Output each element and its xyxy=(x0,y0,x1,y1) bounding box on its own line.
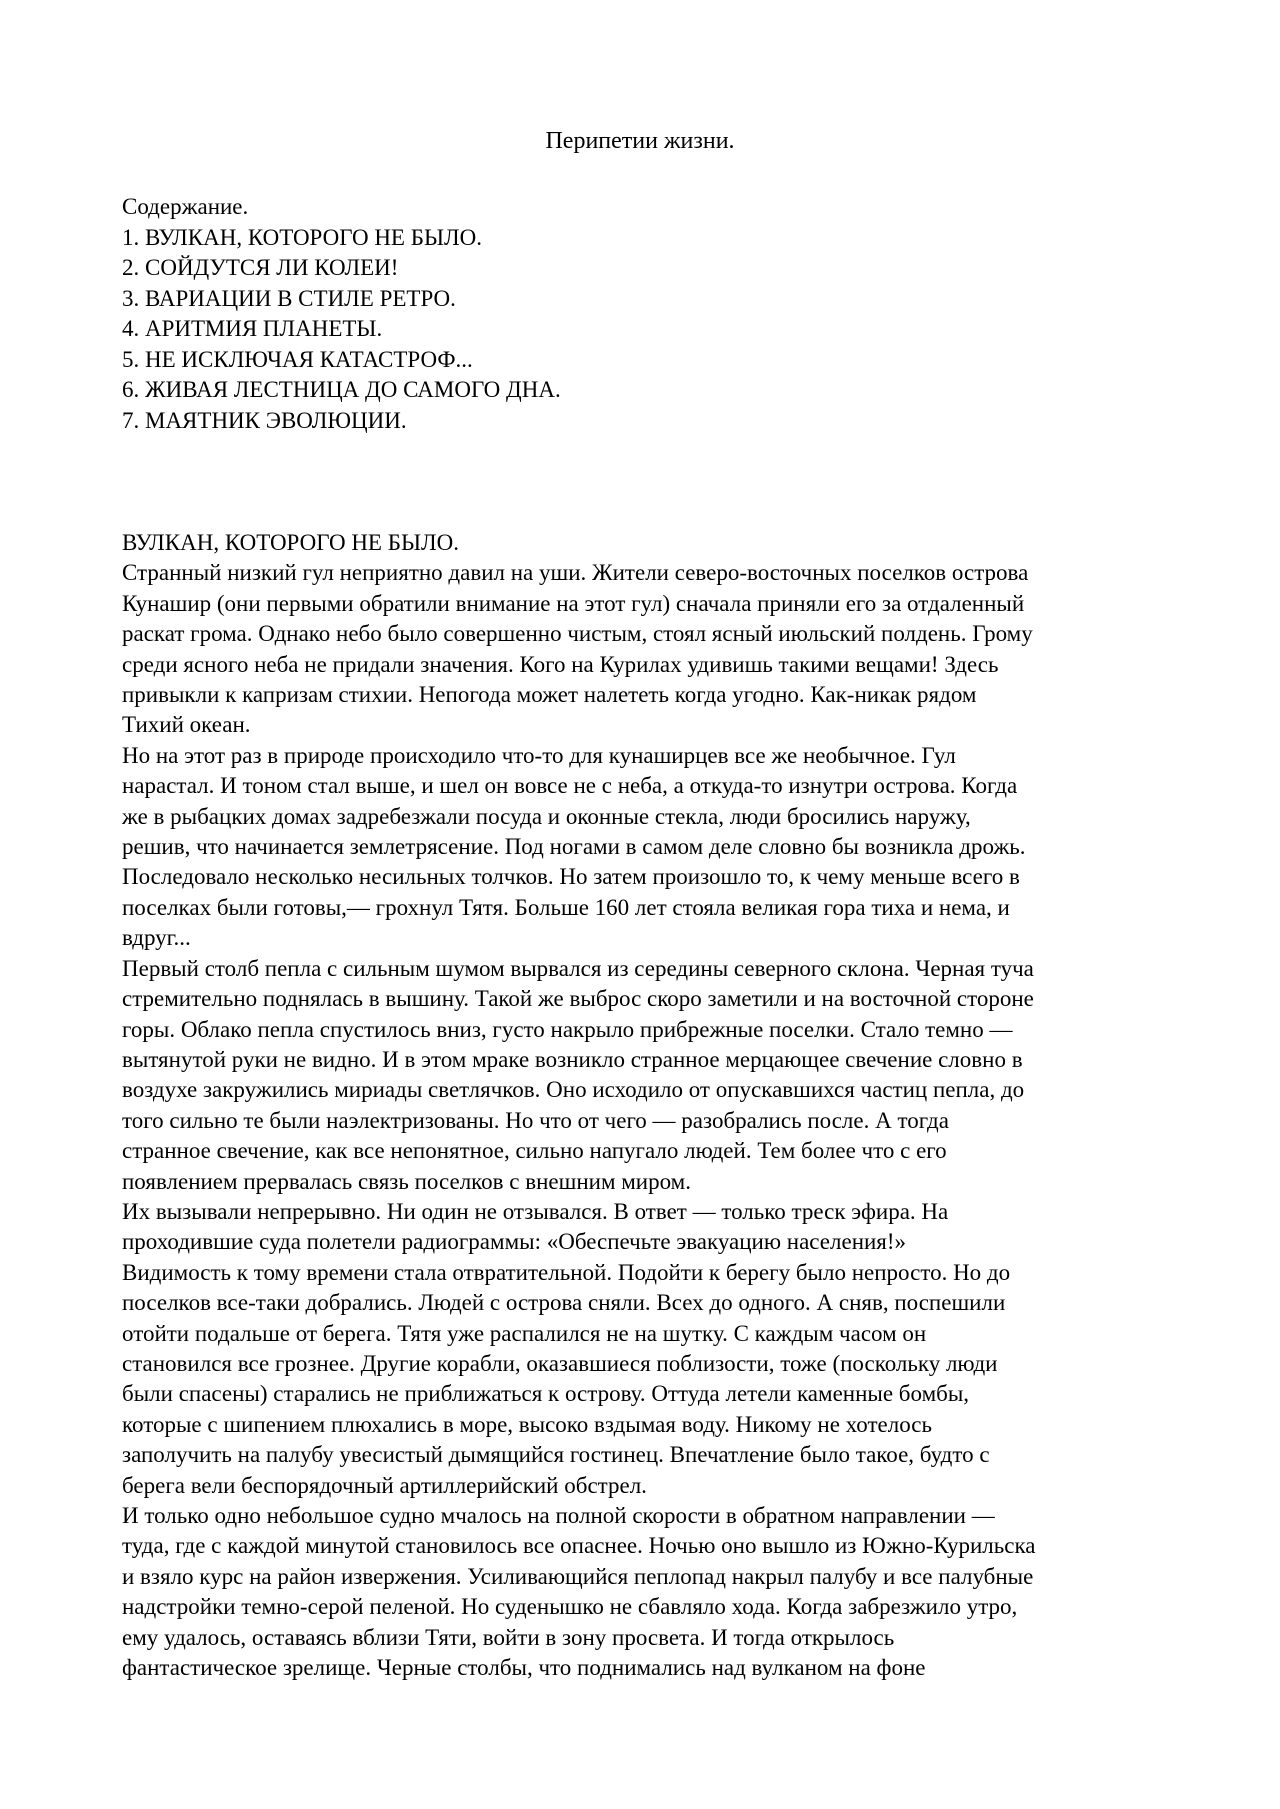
text-line: проходившие суда полетели радиограммы: «Обеспечьте эвакуацию населения!» xyxy=(122,1229,907,1255)
section-heading: ВУЛКАН, КОТОРОГО НЕ БЫЛО. xyxy=(122,530,459,555)
text-line: привыкли к капризам стихии. Непогода может налететь когда угодно. Как-никак рядом xyxy=(122,682,977,708)
text-line: горы. Облако пепла спустилось вниз, густо накрыло прибрежные поселки. Стало темно — xyxy=(122,1016,1013,1042)
paragraph xyxy=(122,1197,1168,1258)
section-body xyxy=(122,528,1168,1683)
text-line: странное свечение, как все непонятное, сильно напугало людей. Тем более что с его xyxy=(122,1138,947,1164)
toc-item: 5. НЕ ИСКЛЮЧАЯ КАТАСТРОФ... xyxy=(122,346,473,372)
text-line: заполучить на палубу увесистый дымящийся гостинец. Впечатление было такое, будто с xyxy=(122,1442,990,1468)
text-line: нарастал. И тоном стал выше, и шел он вовсе не с неба, а откуда-то изнутри острова. Когда xyxy=(122,773,1018,799)
text-line: Кунашир (они первыми обратили внимание на этот гул) сначала приняли его за отдаленный xyxy=(122,590,1025,616)
text-line: которые с шипением плюхались в море, высоко вздымая воду. Никому не хотелось xyxy=(122,1411,932,1437)
toc-heading: Содержание. xyxy=(122,194,249,219)
text-line: же в рыбацких домах задребезжали посуда и оконные стекла, люди бросились наружу, xyxy=(122,803,971,829)
text-line: берега вели беспорядочный артиллерийский обстрел. xyxy=(122,1472,647,1498)
text-line: Первый столб пепла с сильным шумом вырвался из середины северного склона. Черная туча xyxy=(122,955,1034,981)
text-line: решив, что начинается землетрясение. Под ногами в самом деле словно бы возникла дрожь. xyxy=(122,834,1026,860)
text-line: стремительно поднялась в вышину. Такой же выброс скоро заметили и на восточной стороне xyxy=(122,986,1034,1012)
text-line: появлением прервалась связь поселков с внешним миром. xyxy=(122,1168,691,1194)
paragraph xyxy=(122,558,1168,740)
paragraph xyxy=(122,1501,1168,1683)
toc-item: 7. МАЯТНИК ЭВОЛЮЦИИ. xyxy=(122,407,407,433)
text-line: ему удалось, оставаясь вблизи Тяти, войти в зону просвета. И тогда открылось xyxy=(122,1624,895,1650)
text-line: были спасены) старались не приближаться к острову. Оттуда летели каменные бомбы, xyxy=(122,1381,970,1407)
text-line: и взяло курс на район извержения. Усиливающийся пеплопад накрыл палубу и все палубные xyxy=(122,1563,1034,1589)
paragraph xyxy=(122,954,1168,1197)
paragraph xyxy=(122,741,1168,954)
text-line: фантастическое зрелище. Черные столбы, что поднимались над вулканом на фоне xyxy=(122,1655,926,1681)
text-line: отойти подальше от берега. Тятя уже распалился не на шутку. С каждым часом он xyxy=(122,1320,927,1346)
toc-item: 3. ВАРИАЦИИ В СТИЛЕ РЕТРО. xyxy=(122,285,456,311)
text-line: поселков все-таки добрались. Людей с острова сняли. Всех до одного. А сняв, поспешили xyxy=(122,1290,1006,1316)
text-line: вдруг... xyxy=(122,925,191,951)
toc-item: 1. ВУЛКАН, КОТОРОГО НЕ БЫЛО. xyxy=(122,224,482,250)
text-line: Тихий океан. xyxy=(122,712,251,738)
text-line: Их вызывали непрерывно. Ни один не отзывался. В ответ — только треск эфира. На xyxy=(122,1198,949,1224)
text-line: Последовало несколько несильных толчков. Но затем произошло то, к чему меньше всего в xyxy=(122,864,1020,890)
text-line: воздухе закружились мириады светлячков. Оно исходило от опускавшихся частиц пепла, до xyxy=(122,1077,1025,1103)
text-line: вытянутой руки не видно. И в этом мраке возникло странное мерцающее свечение словно в xyxy=(122,1046,1023,1072)
text-line: того сильно те были наэлектризованы. Но что от чего — разобрались после. А тогда xyxy=(122,1107,949,1133)
text-line: среди ясного неба не придали значения. Кого на Курилах удивишь такими вещами! Здесь xyxy=(122,651,999,677)
text-line: Видимость к тому времени стала отвратительной. Подойти к берегу было непросто. Но до xyxy=(122,1259,1011,1285)
paragraph xyxy=(122,1258,1168,1501)
text-line: Но на этот раз в природе происходило что-то для кунаширцев все же необычное. Гул xyxy=(122,742,956,768)
table-of-contents xyxy=(122,192,1162,436)
text-line: Странный низкий гул неприятно давил на уши. Жители северо-восточных поселков острова xyxy=(122,560,1029,586)
text-line: раскат грома. Однако небо было совершенно чистым, стоял ясный июльский полдень. Грому xyxy=(122,621,1033,647)
toc-item: 4. АРИТМИЯ ПЛАНЕТЫ. xyxy=(122,316,383,341)
toc-item: 2. СОЙДУТСЯ ЛИ КОЛЕИ! xyxy=(122,255,399,280)
document-title: Перипетии жизни. xyxy=(545,128,735,154)
text-line: И только одно небольшое судно мчалось на полной скорости в обратном направлении — xyxy=(122,1503,995,1528)
toc-item: 6. ЖИВАЯ ЛЕСТНИЦА ДО САМОГО ДНА. xyxy=(122,377,561,402)
text-line: становился все грознее. Другие корабли, оказавшиеся поблизости, тоже (поскольку люди xyxy=(122,1350,998,1376)
text-line: поселках были готовы,— грохнул Тятя. Больше 160 лет стояла великая гора тиха и нема, и xyxy=(122,894,1010,920)
text-line: надстройки темно-серой пеленой. Но суденышко не сбавляло хода. Когда забрезжило утро, xyxy=(122,1594,1018,1620)
text-line: туда, где с каждой минутой становилось все опаснее. Ночью оно вышло из Южно-Курильска xyxy=(122,1533,1036,1559)
